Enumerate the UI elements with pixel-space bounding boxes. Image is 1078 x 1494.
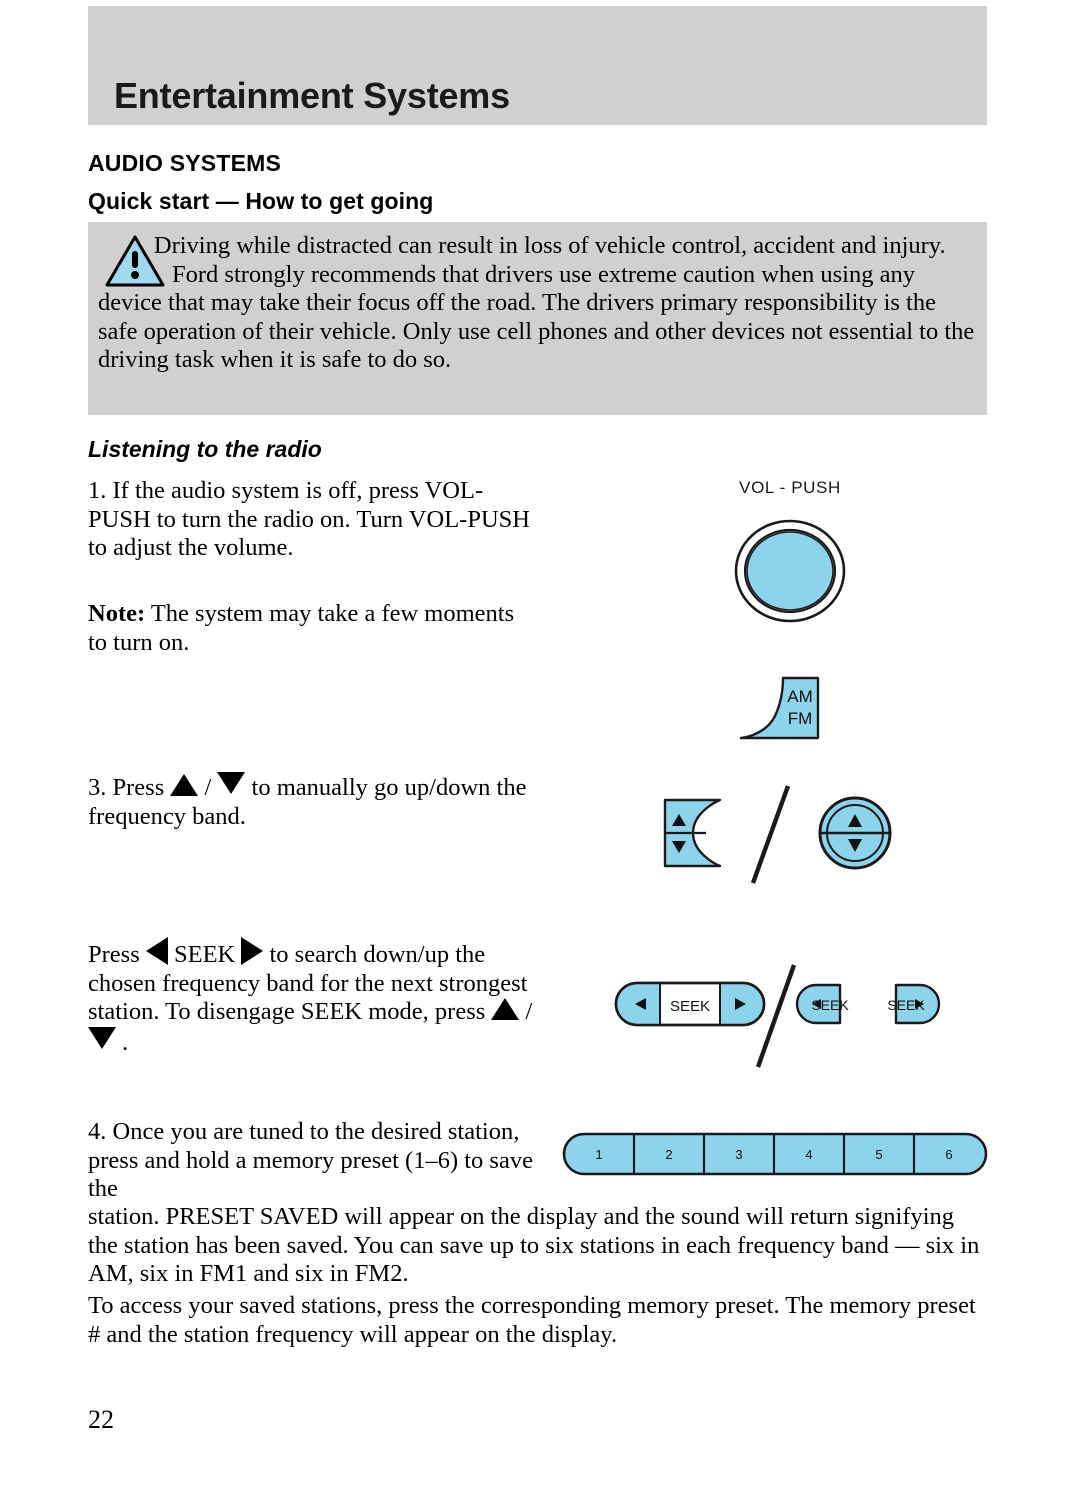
triangle-right-icon <box>241 937 263 965</box>
seek-down-button[interactable] <box>797 985 849 1023</box>
am-fm-button-icon[interactable] <box>735 668 855 748</box>
paragraph-step-4: 4. Once you are tuned to the desired station, press and hold a memory preset (1–6) to save the <box>88 1118 533 1203</box>
tune-circle-button[interactable] <box>820 798 890 868</box>
note-text: The system may take a few moments to turn on. <box>88 600 515 656</box>
step3-prefix: 3. Press <box>88 774 171 801</box>
seek-separator: / <box>519 998 533 1026</box>
preset-button-5[interactable]: 5 <box>875 1147 883 1162</box>
paragraph-note <box>88 600 536 657</box>
warning-text: Driving while distracted can result in loss of vehicle control, accident and injury. Ford strongly recommends that drivers use extreme caution when using any device that may take their focus off the road. The drivers primary responsibility is the safe operation of their vehicle. Only use cell phones and other devices not essential to the driving task when it is safe to do so. <box>98 232 975 374</box>
section-heading-quick-start: Quick start — How to get going <box>88 188 434 214</box>
section-heading-audio-systems: AUDIO SYSTEMS <box>88 150 282 176</box>
triangle-down-icon-2 <box>88 1027 116 1049</box>
memory-presets-icon <box>560 1126 990 1181</box>
slash-separator <box>758 965 794 1067</box>
seek-word: SEEK <box>167 941 242 968</box>
figure-seek-buttons <box>590 955 990 1070</box>
seek-prefix: Press <box>88 941 146 968</box>
preset-button-2[interactable]: 2 <box>665 1147 673 1162</box>
preset-button-1[interactable]: 1 <box>595 1147 603 1162</box>
figure-am-fm-button <box>735 668 855 748</box>
fm-label: FM <box>787 709 813 728</box>
seek-tail: . <box>116 1028 129 1056</box>
step3-suffix: to manually go up/down the frequency band. <box>88 774 527 830</box>
paragraph-step-1: 1. If the audio system is off, press VOL-PUSH to turn the radio on. Turn VOL-PUSH to adjust the volume. <box>88 477 530 562</box>
triangle-up-icon <box>170 774 198 796</box>
seek-up-button[interactable] <box>887 985 939 1023</box>
seek-bar-button[interactable] <box>616 983 764 1025</box>
figure-vol-push-knob <box>690 478 890 628</box>
page-title: Entertainment Systems <box>114 75 510 116</box>
slash-separator <box>753 786 788 883</box>
step3-separator: / <box>198 774 218 801</box>
seek-suffix: to search down/up the chosen frequency band for the next strongest station. To disengage SEEK mode, press <box>88 941 528 1026</box>
warning-callout <box>88 222 987 415</box>
paragraph-step-4-continued: station. PRESET SAVED will appear on the display and the sound will return signifying the station has been saved. You can save up to six stations in each frequency band — six in AM, six in FM1 and six in FM2. <box>88 1203 980 1288</box>
am-label: AM <box>787 687 813 706</box>
chapter-header-band <box>88 6 987 125</box>
seek-down-label: SEEK <box>811 997 849 1013</box>
paragraph-step-3 <box>88 772 536 831</box>
seek-bar-label: SEEK <box>669 998 711 1015</box>
triangle-left-icon <box>146 937 168 965</box>
paragraph-seek <box>88 937 536 1057</box>
triangle-down-icon <box>217 772 245 794</box>
tune-rect-button[interactable] <box>665 800 720 866</box>
figure-tune-buttons <box>645 778 915 893</box>
preset-button-4[interactable]: 4 <box>805 1147 813 1162</box>
subsection-heading-listening: Listening to the radio <box>88 436 322 462</box>
triangle-up-icon-2 <box>491 998 519 1020</box>
tune-buttons-icon <box>645 778 915 893</box>
vol-push-knob-icon[interactable] <box>690 478 890 628</box>
preset-button-6[interactable]: 6 <box>945 1147 953 1162</box>
seek-up-label: SEEK <box>887 997 925 1013</box>
warning-text-block <box>98 232 977 375</box>
vol-push-label: VOL - PUSH <box>739 478 841 497</box>
note-label: Note: <box>88 600 146 627</box>
paragraph-step-5: To access your saved stations, press the corresponding memory preset. The memory preset # and the station frequency will appear on the display. <box>88 1292 976 1348</box>
figure-memory-presets <box>560 1126 990 1181</box>
page-number: 22 <box>88 1405 114 1434</box>
preset-button-3[interactable]: 3 <box>735 1147 743 1162</box>
seek-buttons-icon <box>590 955 990 1070</box>
